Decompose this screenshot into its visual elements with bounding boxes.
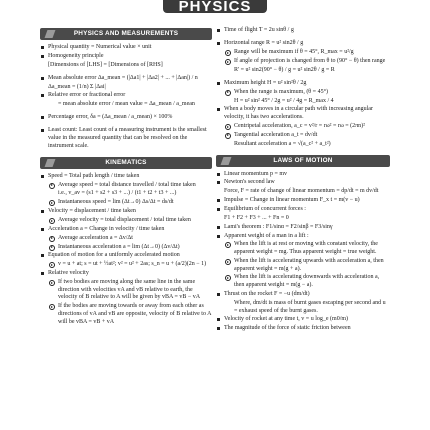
list-item: Instantaneous acceleration a = lim (Δt→0) (Δv/Δt): [40, 244, 212, 252]
list-item: R' = u² sin2(90° − θ) / g = u² sin2θ / g = R: [234, 66, 335, 73]
section-title: LAWS OF MOTION: [273, 156, 333, 164]
square-bullet-icon: [217, 293, 220, 296]
square-bullet-icon: [217, 226, 220, 229]
arrow-bullet-icon: [225, 90, 231, 96]
list-item: Impulse = Change in linear momentum F_x t = m(v − u): [216, 197, 390, 205]
square-bullet-icon: [41, 55, 44, 58]
list-item: If two bodies are moving along the same line in the same direction with velocities vA and vB relative to earth, the velocity of B relative to A will be given by vBA = vB − vA: [40, 279, 212, 302]
list-item: Horizontal range R = u² sin2θ / g: [216, 40, 390, 48]
list-item: Relative error or fractional error: [40, 92, 212, 100]
square-bullet-icon: [217, 108, 220, 111]
list-item: F1 + F2 + F3 + ... + Fn = 0: [224, 214, 289, 221]
list-item: Velocity of rocket at any time t, v = u log_e (m0/m): [216, 316, 390, 324]
header-mark-icon: [45, 30, 56, 38]
section-header-kinematics: [40, 157, 212, 169]
list-item: When a body moves in a circular path with increasing angular velocity, it has two accelerations.: [216, 106, 390, 121]
square-bullet-icon: [217, 327, 220, 330]
square-bullet-icon: [217, 199, 220, 202]
arrow-bullet-icon: [225, 259, 231, 265]
arrow-bullet-icon: [49, 183, 55, 189]
list-item: Average velocity = total displacement / total time taken: [40, 217, 212, 225]
list-item: Force, F = rate of change of linear momentum = dp/dt = m dv/dt: [224, 188, 379, 195]
arrow-bullet-icon: [49, 262, 55, 268]
list-item: Instantaneous speed = lim (Δt→0) Δs/Δt = ds/dt: [40, 199, 212, 207]
list-item: Maximum height H = u² sin²θ / 2g: [216, 80, 390, 88]
section-title: KINEMATICS: [105, 158, 147, 166]
list-item: When the lift is at rest or moving with constant velocity, the apparent weight = mg. Thus apparent weight = true weight.: [216, 241, 390, 256]
arrow-bullet-icon: [225, 133, 231, 139]
list-item: Average acceleration a = Δv/Δt: [40, 235, 212, 243]
square-bullet-icon: [41, 77, 44, 80]
list-item: Mean absolute error Δa_mean = (|Δa1| + |Δa2| + ... + |Δan|) / n: [40, 75, 212, 83]
list-item: When the lift is accelerating downwards with acceleration a, then apparent weight = m(g − a).: [216, 274, 390, 289]
list-item: Apparent weight of a man in a lift :: [216, 233, 390, 241]
list-item: Least count: Least count of a measuring instrument is the smallest value in the measured quantity that can be resolved on the instrument scale.: [40, 127, 212, 150]
square-bullet-icon: [41, 272, 44, 275]
square-bullet-icon: [217, 235, 220, 238]
square-bullet-icon: [41, 228, 44, 231]
list-item: v = u + at; s = ut + ½at²; v² = u² + 2as; s_n = u + (a/2)(2n − 1): [40, 261, 212, 269]
list-item: Time of flight T = 2u sinθ / g: [216, 27, 390, 35]
list-item: Resultant acceleration a = √(a_c² + a_t²): [234, 140, 331, 147]
list-item: Speed = Total path length / time taken: [40, 173, 212, 181]
list-item: Equilibrium of concurrent forces :: [216, 206, 390, 214]
section-title: PHYSICS AND MEASUREMENTS: [73, 30, 179, 37]
list-item: Tangential acceleration a_t = dv/dt: [216, 132, 390, 140]
arrow-bullet-icon: [225, 59, 231, 65]
arrow-bullet-icon: [49, 236, 55, 242]
list-item: Homogeneity principle: [40, 53, 212, 61]
arrow-bullet-icon: [49, 304, 55, 310]
arrow-bullet-icon: [225, 275, 231, 281]
arrow-bullet-icon: [225, 124, 231, 130]
square-bullet-icon: [41, 175, 44, 178]
header-mark-icon: [221, 157, 232, 165]
square-bullet-icon: [41, 254, 44, 257]
list-item: Velocity = displacement / time taken: [40, 208, 212, 216]
square-bullet-icon: [217, 29, 220, 32]
list-item: When the range is maximum, (θ = 45°): [216, 89, 390, 97]
arrow-bullet-icon: [225, 242, 231, 248]
section-header-laws-of-motion: [216, 155, 390, 167]
list-item: Where, dm/dt is mass of burnt gases escaping per second and u = exhaust speed of the burnt gases.: [234, 299, 386, 314]
list-item: When the lift is accelerating upwards with acceleration a, then apparent weight = m(g + a).: [216, 258, 390, 273]
square-bullet-icon: [217, 82, 220, 85]
square-bullet-icon: [217, 208, 220, 211]
list-item: If the bodies are moving towards or away from each other as directions of vA and vB are opposite, velocity of B relative to A will be vBA = vB + vA: [40, 303, 212, 326]
list-item: Physical quantity = Numerical value × unit: [40, 44, 212, 52]
list-item: [Dimensions of [LHS] = [Dimensions of [RHS]: [48, 61, 163, 68]
square-bullet-icon: [217, 173, 220, 176]
list-item: Linear momentum p = mv: [216, 171, 390, 179]
list-item: Equation of motion for a uniformly accelerated motion: [40, 252, 212, 260]
right-column: [216, 26, 390, 430]
list-item: H = u² sin² 45° / 2g = u² / 4g = R_max / 4: [234, 97, 334, 104]
list-item: Thrust on the rocket F = −u (dm/dt): [216, 291, 390, 299]
square-bullet-icon: [217, 181, 220, 184]
list-item: Centripetal acceleration, a_c = v²/r = rω² = rω = (2πn)²: [216, 123, 390, 131]
list-item: The magnitude of the force of static friction between: [216, 325, 390, 333]
arrow-bullet-icon: [225, 50, 231, 56]
arrow-bullet-icon: [49, 200, 55, 206]
square-bullet-icon: [41, 116, 44, 119]
section-header-measurements: [40, 28, 212, 40]
square-bullet-icon: [41, 210, 44, 213]
list-item: Δa_mean = (1/n) Σ |Δai|: [48, 83, 106, 90]
square-bullet-icon: [41, 129, 44, 132]
list-item: Range will be maximum if θ = 45°, R_max = u²/g: [216, 49, 390, 57]
list-item: i.e., v_av = (s1 + s2 + s3 + ...) / (t1 + t2 + t3 + ...): [58, 190, 177, 197]
arrow-bullet-icon: [49, 245, 55, 251]
list-item: Acceleration a = Change in velocity / time taken: [40, 226, 212, 234]
square-bullet-icon: [41, 46, 44, 49]
list-item: Relative velocity: [40, 270, 212, 278]
left-column: [40, 26, 212, 430]
square-bullet-icon: [217, 42, 220, 45]
list-item: Lami's theorem : F1/sinα = F2/sinβ = F3/sinγ: [216, 224, 390, 232]
list-item: Average speed = total distance travelled / total time taken: [40, 182, 212, 190]
list-item: Percentage error, δa = (Δa_mean / a_mean) × 100%: [40, 114, 212, 122]
square-bullet-icon: [217, 318, 220, 321]
square-bullet-icon: [41, 94, 44, 97]
arrow-bullet-icon: [49, 280, 55, 286]
arrow-bullet-icon: [49, 218, 55, 224]
list-item: = mean absolute error / mean value = Δa_mean / a_mean: [58, 101, 195, 108]
title-bar: [0, 0, 430, 17]
list-item: If angle of projection is changed from θ to (90° − θ) then range: [216, 58, 390, 66]
list-item: Newton's second law: [216, 179, 390, 187]
header-mark-icon: [45, 159, 56, 167]
page-title: PHYSICS: [163, 0, 267, 13]
